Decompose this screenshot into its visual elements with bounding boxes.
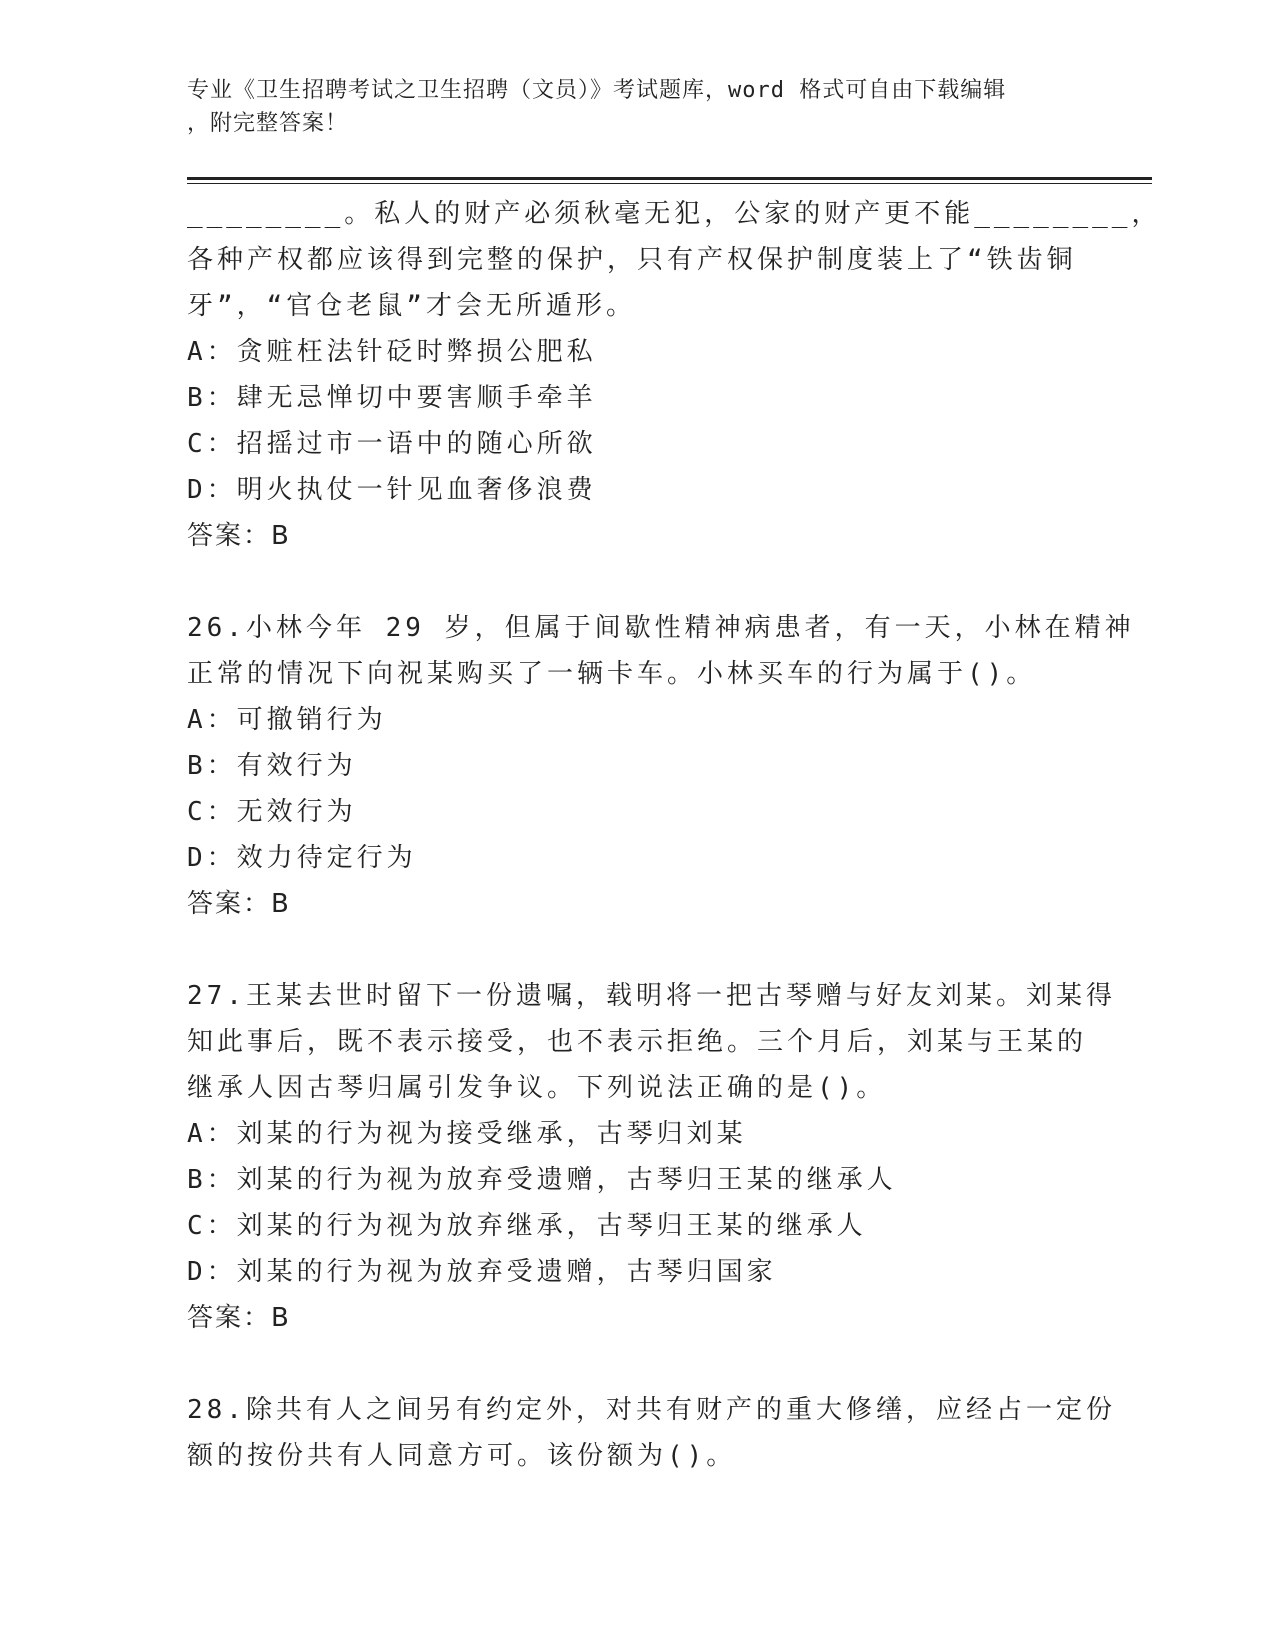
question-text-line: ________。私人的财产必须秋毫无犯，公家的财产更不能________， — [187, 199, 1162, 229]
question-27 — [187, 973, 1116, 1341]
question-text-line: 26.小林今年 29 岁，但属于间歇性精神病患者，有一天，小林在精神 — [187, 613, 1135, 643]
question-text-line: 知此事后，既不表示接受，也不表示拒绝。三个月后，刘某与王某的 — [187, 1027, 1088, 1057]
question-text-line: 28.除共有人之间另有约定外，对共有财产的重大修缮，应经占一定份 — [187, 1395, 1116, 1425]
question-spacer — [187, 927, 1087, 973]
question-spacer — [187, 559, 1087, 605]
option-b: B：有效行为 — [187, 751, 357, 781]
header-line-2: ，附完整答案！ — [187, 111, 349, 136]
option-d: D：明火执仗一针见血奢侈浪费 — [187, 475, 597, 505]
answer-line: 答案：B — [187, 1303, 291, 1333]
answer-line: 答案：B — [187, 889, 291, 919]
header-divider-thick — [187, 177, 1152, 180]
question-text-line: 正常的情况下向祝某购买了一辆卡车。小林买车的行为属于()。 — [187, 659, 1037, 689]
header-line-1: 专业《卫生招聘考试之卫生招聘（文员）》考试题库，word 格式可自由下载编辑 — [187, 78, 1007, 103]
option-b: B：肆无忌惮切中要害顺手牵羊 — [187, 383, 597, 413]
question-25 — [187, 191, 1162, 559]
question-text-line: 继承人因古琴归属引发争议。下列说法正确的是()。 — [187, 1073, 887, 1103]
option-d: D：刘某的行为视为放弃受遗赠，古琴归国家 — [187, 1257, 777, 1287]
question-26 — [187, 605, 1135, 927]
document-header — [187, 74, 1067, 140]
option-a: A：贪赃枉法针砭时弊损公肥私 — [187, 337, 597, 367]
option-a: A：可撤销行为 — [187, 705, 387, 735]
question-spacer — [187, 1341, 1087, 1387]
option-c: C：招摇过市一语中的随心所欲 — [187, 429, 597, 459]
option-c: C：无效行为 — [187, 797, 357, 827]
question-text-line: 各种产权都应该得到完整的保护，只有产权保护制度装上了“铁齿铜 — [187, 245, 1077, 275]
question-text-line: 额的按份共有人同意方可。该份额为()。 — [187, 1441, 737, 1471]
question-28 — [187, 1387, 1116, 1479]
question-text-line: 27.王某去世时留下一份遗嘱，载明将一把古琴赠与好友刘某。刘某得 — [187, 981, 1116, 1011]
option-d: D：效力待定行为 — [187, 843, 417, 873]
answer-line: 答案：B — [187, 521, 291, 551]
option-b: B：刘某的行为视为放弃受遗赠，古琴归王某的继承人 — [187, 1165, 897, 1195]
option-a: A：刘某的行为视为接受继承，古琴归刘某 — [187, 1119, 747, 1149]
question-text-line: 牙”，“官仓老鼠”才会无所遁形。 — [187, 291, 636, 321]
question-content — [187, 191, 1162, 1479]
header-divider-thin — [187, 183, 1152, 184]
option-c: C：刘某的行为视为放弃继承，古琴归王某的继承人 — [187, 1211, 867, 1241]
